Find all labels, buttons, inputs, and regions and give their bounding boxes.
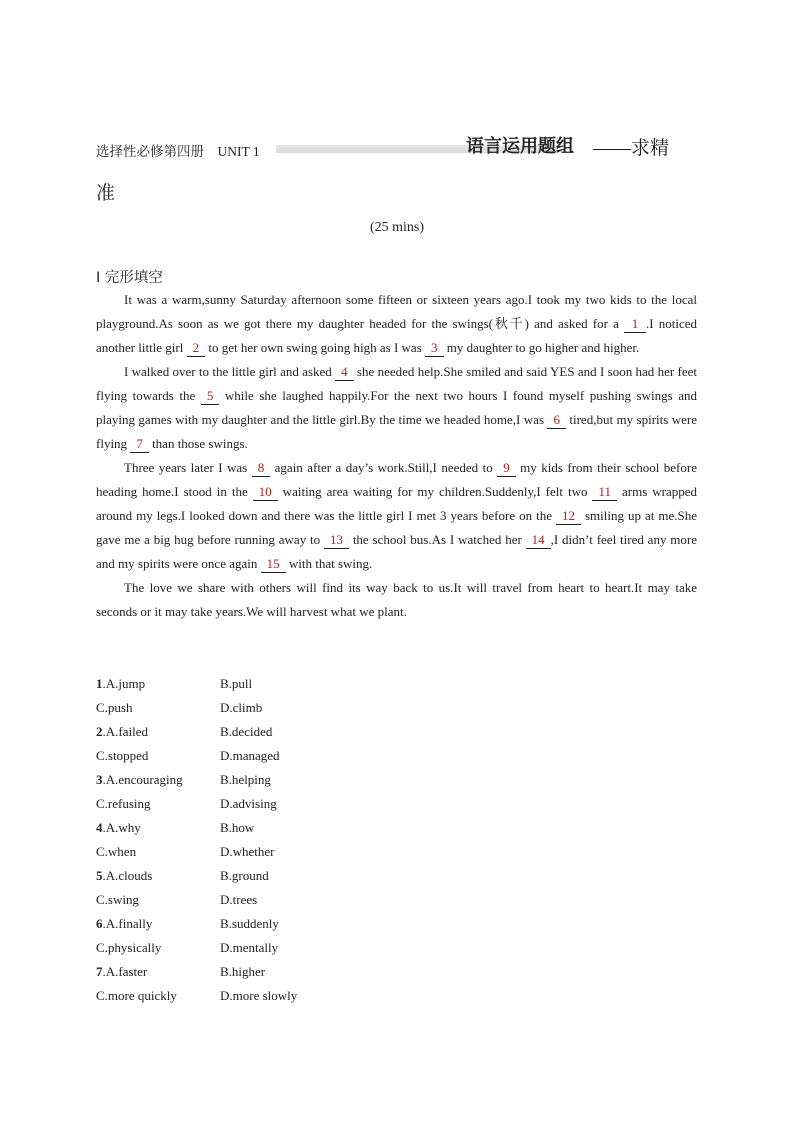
option-4b[interactable]: B.how — [220, 820, 255, 835]
option-1d[interactable]: D.climb — [220, 700, 263, 715]
blank-9: 9 — [497, 460, 516, 477]
option-5a[interactable]: 5.A.clouds — [96, 868, 153, 883]
option-3d[interactable]: D.advising — [220, 796, 277, 811]
question-7-row-cd — [96, 984, 496, 1008]
option-3b[interactable]: B.helping — [220, 772, 271, 787]
worksheet-subtitle: ——求精 — [593, 138, 670, 159]
question-6-row-ab — [96, 912, 496, 936]
blank-2: 2 — [187, 340, 206, 357]
option-2c[interactable]: C.stopped — [96, 748, 149, 763]
option-7a[interactable]: 7.A.faster — [96, 964, 148, 979]
blank-4: 4 — [335, 364, 354, 381]
option-5c[interactable]: C.swing — [96, 892, 139, 907]
option-6c[interactable]: C.physically — [96, 940, 162, 955]
blank-15: 15 — [261, 556, 286, 573]
paragraph-3: Three years later I was 8 again after a day’s work.Still,I needed to 9 my kids from their school before heading home.I stood in the 10 waiting area waiting for my children.Suddenly,I felt two 11 arms wrapped around my legs.I looked down and there was the little girl I met 3 years before on the 12 smiling up at me.She gave me a big hug before running away to 13 the school bus.As I watched her 14 ,I didn’t feel tired any more and my spirits were once again 15 with that swing. — [96, 460, 697, 571]
question-5-row-ab — [96, 864, 496, 888]
cloze-passage — [96, 288, 697, 624]
blank-10: 10 — [253, 484, 278, 501]
option-6a[interactable]: 6.A.finally — [96, 916, 153, 931]
question-6-row-cd — [96, 936, 496, 960]
question-3-row-ab — [96, 768, 496, 792]
blank-14: 14 — [526, 532, 551, 549]
option-6d[interactable]: D.mentally — [220, 940, 279, 955]
option-2a[interactable]: 2.A.failed — [96, 724, 148, 739]
question-2-row-ab — [96, 720, 496, 744]
option-4a[interactable]: 4.A.why — [96, 820, 141, 835]
blank-6: 6 — [547, 412, 566, 429]
answer-options — [96, 672, 496, 1008]
option-2d[interactable]: D.managed — [220, 748, 280, 763]
question-4-row-ab — [96, 816, 496, 840]
option-5b[interactable]: B.ground — [220, 868, 269, 883]
paragraph-2: I walked over to the little girl and asked 4 she needed help.She smiled and said YES and I soon had her feet flying towards the 5 while she laughed happily.For the next two hours I found myself pushing swings and playing games with my daughter and the little girl.By the time we headed home,I was 6 tired,but my spirits were flying 7 than those swings. — [96, 364, 698, 451]
blank-8: 8 — [252, 460, 271, 477]
question-1-row-ab — [96, 672, 496, 696]
option-4c[interactable]: C.when — [96, 844, 137, 859]
blank-7: 7 — [130, 436, 149, 453]
option-7d[interactable]: D.more slowly — [220, 988, 298, 1003]
option-5d[interactable]: D.trees — [220, 892, 258, 907]
paragraph-4: The love we share with others will find its way back to us.It will travel from heart to heart.It may take seconds or it may take years.We will harvest what we plant. — [96, 580, 697, 619]
section-heading: Ⅰ 完形填空 — [96, 270, 163, 286]
blank-1: 1 — [624, 316, 646, 333]
question-1-row-cd — [96, 696, 496, 720]
question-3-row-cd — [96, 792, 496, 816]
blank-3: 3 — [425, 340, 444, 357]
option-2b[interactable]: B.decided — [220, 724, 273, 739]
book-unit-label: 选择性必修第四册 UNIT 1 — [96, 144, 260, 159]
option-3c[interactable]: C.refusing — [96, 796, 151, 811]
question-5-row-cd — [96, 888, 496, 912]
option-1a[interactable]: 1.A.jump — [96, 676, 146, 691]
blank-12: 12 — [556, 508, 581, 525]
option-7c[interactable]: C.more quickly — [96, 988, 177, 1003]
blank-5: 5 — [201, 388, 220, 405]
question-7-row-ab — [96, 960, 496, 984]
option-3a[interactable]: 3.A.encouraging — [96, 772, 183, 787]
blank-13: 13 — [324, 532, 349, 549]
question-4-row-cd — [96, 840, 496, 864]
option-6b[interactable]: B.suddenly — [220, 916, 279, 931]
paragraph-1: It was a warm,sunny Saturday afternoon some fifteen or sixteen years ago.I took my two kids to the local playground.As soon as we got there my daughter headed for the swings(秋千) and asked for a 1 .I noticed another little girl 2 to get her own swing going high as I was 3 my daughter to go higher and higher. — [96, 292, 697, 355]
worksheet-subtitle-wrap: 准 — [96, 183, 116, 204]
option-1c[interactable]: C.push — [96, 700, 133, 715]
option-1b[interactable]: B.pull — [220, 676, 253, 691]
time-limit: (25 mins) — [369, 220, 425, 235]
question-2-row-cd — [96, 744, 496, 768]
option-4d[interactable]: D.whether — [220, 844, 275, 859]
worksheet-title: 语言运用题组 — [466, 136, 574, 157]
blank-11: 11 — [592, 484, 617, 501]
page-header — [96, 132, 696, 164]
option-7b[interactable]: B.higher — [220, 964, 266, 979]
